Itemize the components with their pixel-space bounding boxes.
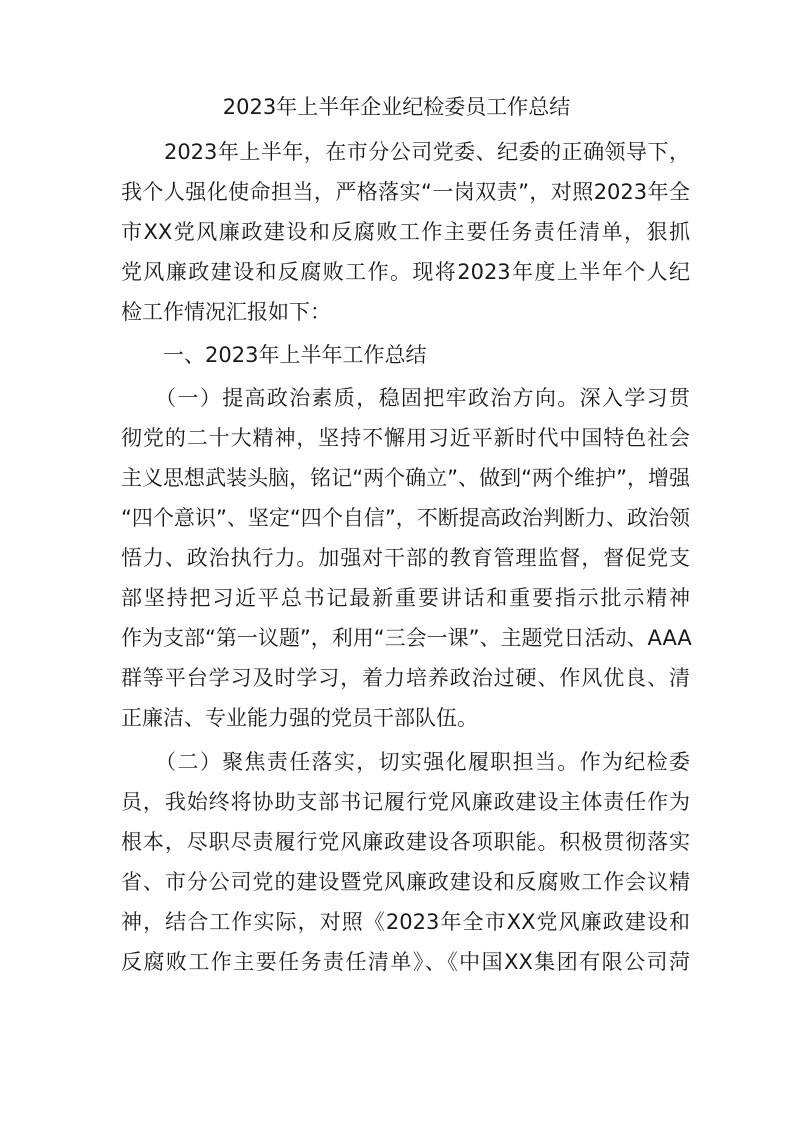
- text-line: 员，我始终将协助支部书记履行党风廉政建设主体责任作为: [121, 790, 690, 814]
- paragraph-item-1: [121, 378, 690, 738]
- text-line: 群等平台学习及时学习，着力培养政治过硬、作风优良、清: [121, 666, 690, 690]
- text-line: 市XX党风廉政建设和反腐败工作主要任务责任清单，狠抓: [121, 220, 690, 244]
- text-line: 一、2023年上半年工作总结: [121, 343, 427, 367]
- text-line: 我个人强化使命担当，严格落实“一岗双责”，对照2023年全: [121, 180, 690, 204]
- text-line: 悟力、政治执行力。加强对干部的教育管理监督，督促党支: [121, 546, 690, 570]
- text-line: 2023年上半年，在市分公司党委、纪委的正确领导下，: [121, 140, 690, 164]
- text-line: （二）聚焦责任落实，切实强化履职担当。作为纪检委: [121, 750, 690, 774]
- paragraph-intro: [121, 132, 690, 332]
- text-line: 主义思想武装头脑，铭记“两个确立”、做到“两个维护”，增强: [121, 466, 690, 490]
- text-line: 作为支部“第一议题”，利用“三会一课”、主题党日活动、AAA: [121, 626, 692, 650]
- text-line: 反腐败工作主要任务责任清单》、《中国XX集团有限公司菏: [121, 950, 690, 974]
- text-line: 彻党的二十大精神，坚持不懈用习近平新时代中国特色社会: [121, 426, 690, 450]
- text-line: 党风廉政建设和反腐败工作。现将2023年度上半年个人纪: [121, 260, 690, 284]
- text-line: 正廉洁、专业能力强的党员干部队伍。: [121, 706, 478, 730]
- section-heading-1: [121, 335, 690, 375]
- text-line: 部坚持把习近平总书记最新重要讲话和重要指示批示精神: [121, 586, 690, 610]
- text-line: 检工作情况汇报如下：: [121, 300, 331, 324]
- text-line: 根本，尽职尽责履行党风廉政建设各项职能。积极贯彻落实: [121, 830, 690, 854]
- text-line: 省、市分公司党的建设暨党风廉政建设和反腐败工作会议精: [121, 870, 690, 894]
- paragraph-item-2: [121, 742, 690, 982]
- document-title: 2023年上半年企业纪检委员工作总结: [222, 95, 571, 119]
- text-line: “四个意识”、坚定“四个自信”，不断提高政治判断力、政治领: [121, 506, 690, 530]
- text-line: （一）提高政治素质，稳固把牢政治方向。深入学习贯: [121, 386, 690, 410]
- text-line: 神，结合工作实际，对照《2023年全市XX党风廉政建设和: [121, 910, 690, 934]
